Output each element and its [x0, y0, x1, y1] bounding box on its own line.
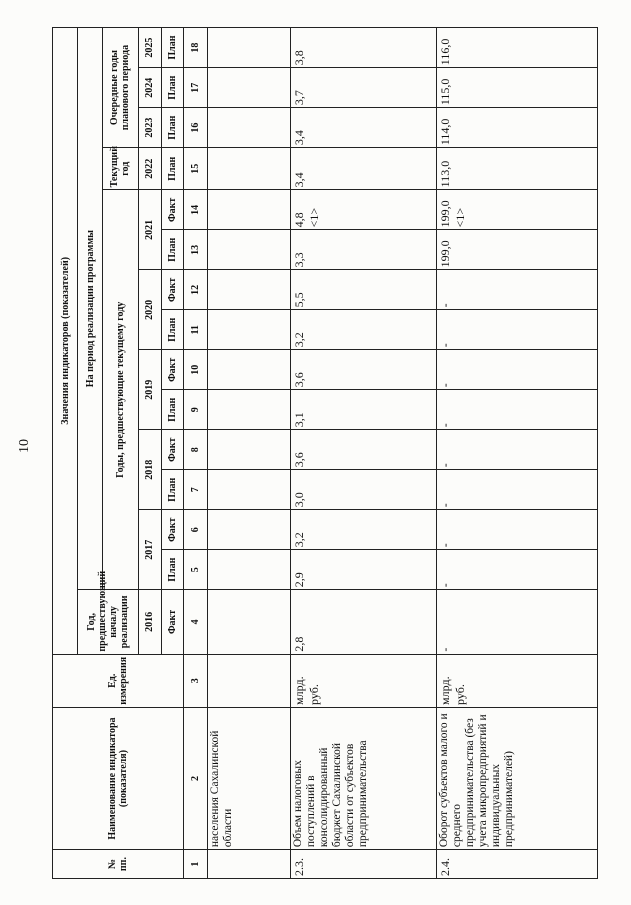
col-number: 16: [184, 108, 207, 148]
col-number: 15: [184, 148, 207, 190]
value-cell: 3,0: [291, 470, 437, 510]
pf-plan: План: [161, 310, 184, 350]
header-name: Наименование индикатора (показателя): [53, 707, 184, 849]
year-2024: 2024: [138, 68, 161, 108]
value-cell: -: [437, 390, 598, 430]
col-number: 10: [184, 350, 207, 390]
col-number: 17: [184, 68, 207, 108]
value-cell: -: [437, 550, 598, 590]
value-cell: 3,2: [291, 310, 437, 350]
value-cell: [207, 430, 291, 470]
year-2017: 2017: [138, 510, 161, 590]
value-cell: 3,6: [291, 430, 437, 470]
value-cell: 2,8: [291, 590, 437, 654]
value-cell: -: [437, 430, 598, 470]
value-cell: 5,5: [291, 270, 437, 310]
col-number: 5: [184, 550, 207, 590]
unit-cell: млрд. руб.: [291, 654, 437, 707]
value-cell: [207, 28, 291, 68]
value-cell: [207, 230, 291, 270]
year-2018: 2018: [138, 430, 161, 510]
value-cell: 199,0: [437, 230, 598, 270]
value-cell: [207, 68, 291, 108]
row-number: 2.3.: [291, 850, 437, 879]
pf-fact: Факт: [161, 350, 184, 390]
unit-cell: [207, 654, 291, 707]
value-cell: [207, 470, 291, 510]
pf-plan: План: [161, 28, 184, 68]
col-number: 14: [184, 190, 207, 230]
value-cell: 199,0 <1>: [437, 190, 598, 230]
value-cell: -: [437, 310, 598, 350]
header-current-year: Текущий год: [103, 148, 138, 190]
value-cell: -: [437, 510, 598, 550]
pf-plan: План: [161, 470, 184, 510]
pf-plan: План: [161, 390, 184, 430]
col-number: 8: [184, 430, 207, 470]
header-program-period: На период реализации программы: [78, 28, 103, 590]
table-body: [207, 28, 597, 879]
col-number: 3: [184, 654, 207, 707]
pf-fact: Факт: [161, 190, 184, 230]
header-prev-years: Годы, предшествующие текущему году: [103, 190, 138, 590]
value-cell: 3,3: [291, 230, 437, 270]
pf-fact: Факт: [161, 430, 184, 470]
table-row: [291, 28, 437, 879]
indicator-table: [52, 27, 598, 879]
header-num: № пп.: [53, 850, 184, 879]
header-next-years: Очередные годы планового периода: [103, 28, 138, 148]
indicator-name: Объем налоговых поступлений в консолидированный бюджет Сахалинской области от субъектов предпринимательства: [291, 707, 437, 849]
value-cell: 3,1: [291, 390, 437, 430]
pf-plan: План: [161, 68, 184, 108]
year-2020: 2020: [138, 270, 161, 350]
value-cell: 3,6: [291, 350, 437, 390]
value-cell: 4,8 <1>: [291, 190, 437, 230]
value-cell: [207, 310, 291, 350]
col-number: 11: [184, 310, 207, 350]
pf-fact: Факт: [161, 270, 184, 310]
value-cell: -: [437, 270, 598, 310]
col-number: 7: [184, 470, 207, 510]
value-cell: 3,2: [291, 510, 437, 550]
col-number: 9: [184, 390, 207, 430]
header-base-year: Год, предшествующий началу реализации: [78, 590, 139, 654]
col-number: 6: [184, 510, 207, 550]
col-number: 12: [184, 270, 207, 310]
value-cell: 3,4: [291, 108, 437, 148]
col-number: 4: [184, 590, 207, 654]
year-2019: 2019: [138, 350, 161, 430]
value-cell: 115,0: [437, 68, 598, 108]
value-cell: 114,0: [437, 108, 598, 148]
value-cell: 113,0: [437, 148, 598, 190]
header-unit: Ед. измерения: [53, 654, 184, 707]
indicator-name: населения Сахалинской области: [207, 707, 291, 849]
value-cell: -: [437, 350, 598, 390]
value-cell: [207, 390, 291, 430]
col-number: 18: [184, 28, 207, 68]
value-cell: [207, 270, 291, 310]
unit-cell: млрд. руб.: [437, 654, 598, 707]
value-cell: [207, 350, 291, 390]
value-cell: [207, 510, 291, 550]
value-cell: [207, 148, 291, 190]
pf-fact: Факт: [161, 510, 184, 550]
value-cell: [207, 550, 291, 590]
row-number: 2.4.: [437, 850, 598, 879]
value-cell: 2,9: [291, 550, 437, 590]
year-2022: 2022: [138, 148, 161, 190]
year-2021: 2021: [138, 190, 161, 270]
value-cell: -: [437, 470, 598, 510]
value-cell: [207, 590, 291, 654]
table-row: [437, 28, 598, 879]
pf-plan: План: [161, 550, 184, 590]
pf-plan: План: [161, 108, 184, 148]
value-cell: 3,4: [291, 148, 437, 190]
value-cell: 3,7: [291, 68, 437, 108]
col-number: 2: [184, 707, 207, 849]
page-number: 10: [17, 439, 32, 453]
value-cell: [207, 190, 291, 230]
value-cell: [207, 108, 291, 148]
year-2016: 2016: [138, 590, 161, 654]
table-row: [207, 28, 291, 879]
col-number: 13: [184, 230, 207, 270]
indicator-name: Оборот субъектов малого и среднего предпринимательства (без учета микропредприятий и индивидуальных предпринимателей): [437, 707, 598, 849]
col-number: 1: [184, 850, 207, 879]
row-number: [207, 850, 291, 879]
header-values: Значения индикаторов (показателей): [53, 28, 78, 655]
value-cell: -: [437, 590, 598, 654]
pf-plan: План: [161, 230, 184, 270]
value-cell: 3,8: [291, 28, 437, 68]
rotated-table-container: [52, 27, 598, 879]
value-cell: 116,0: [437, 28, 598, 68]
year-2025: 2025: [138, 28, 161, 68]
pf-plan: План: [161, 148, 184, 190]
pf-fact: Факт: [161, 590, 184, 654]
year-2023: 2023: [138, 108, 161, 148]
